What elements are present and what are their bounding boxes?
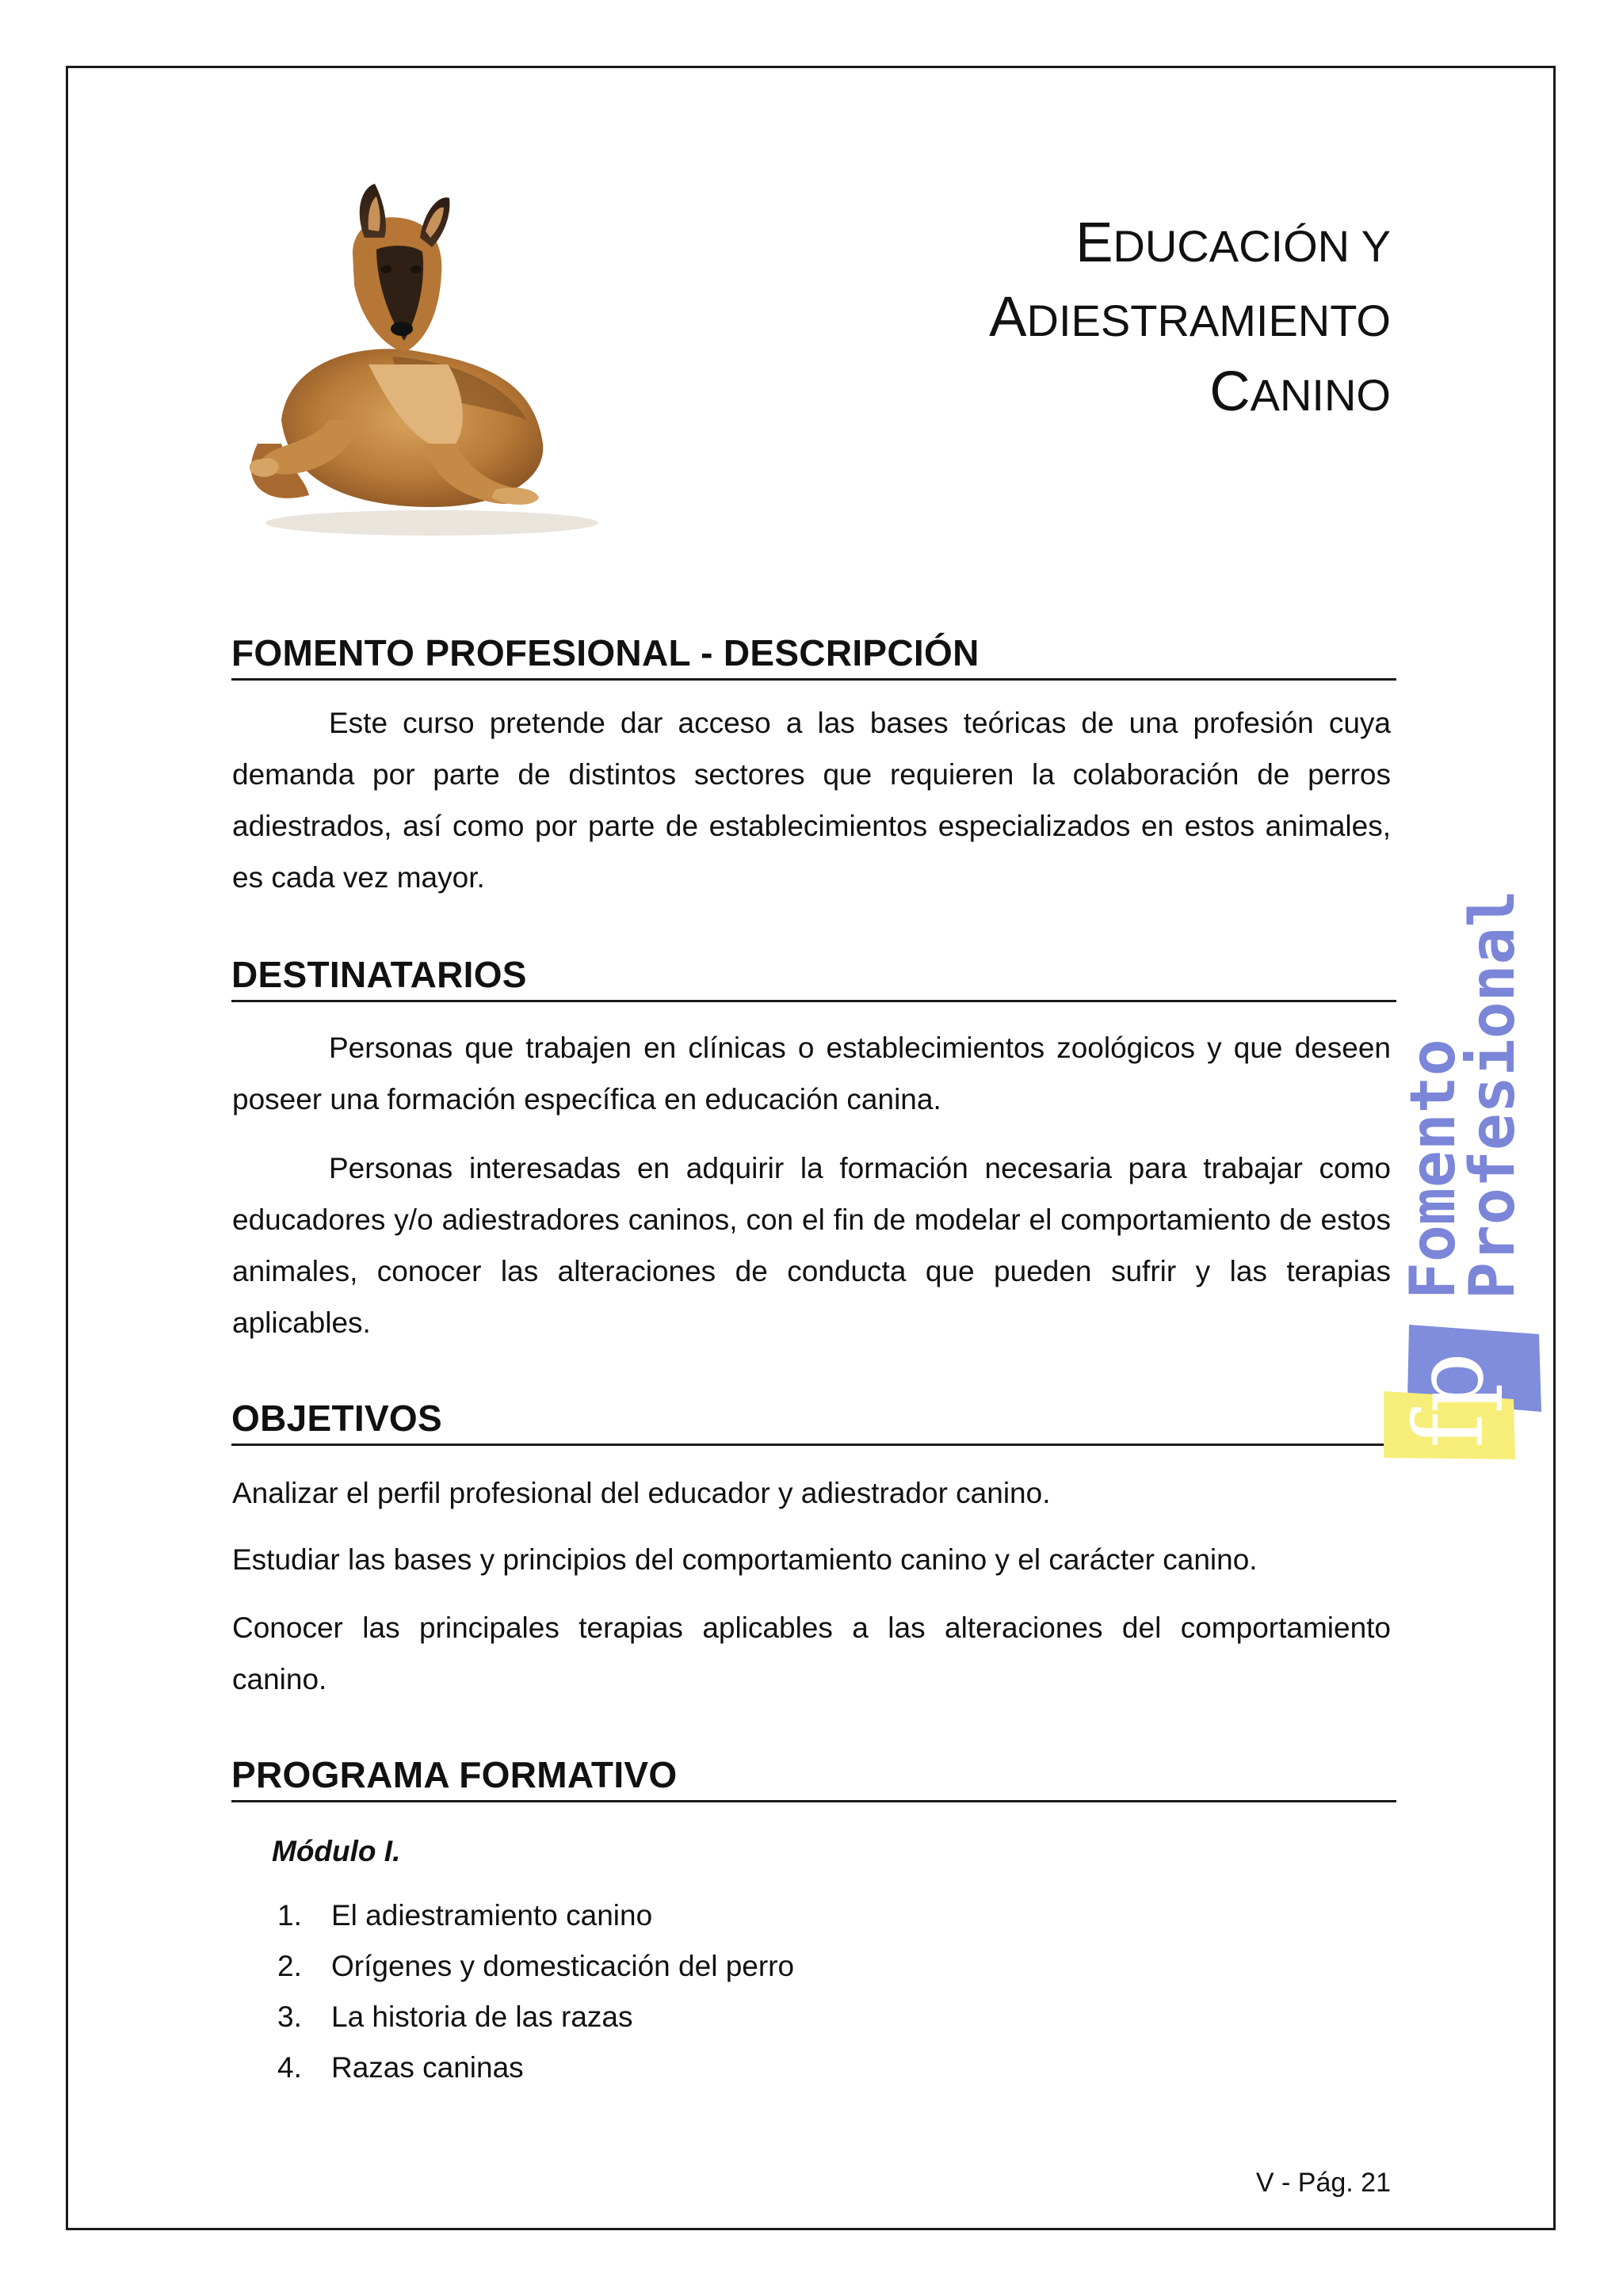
objective-2: Estudiar las bases y principios del comportamiento canino y el carácter canino. bbox=[232, 1543, 1258, 1576]
list-item: 1. El adiestramiento canino bbox=[277, 1899, 653, 1932]
heading-destinatarios: DESTINATARIOS bbox=[231, 954, 1396, 1002]
heading-objetivos: OBJETIVOS bbox=[231, 1398, 1396, 1446]
title-line-2: ADIESTRAMIENTO bbox=[989, 286, 1391, 349]
brand-text-fomento: Fomento bbox=[1398, 1039, 1469, 1299]
fomento-profesional-logo bbox=[1379, 856, 1549, 1466]
document-title bbox=[789, 208, 1391, 431]
heading-descripcion: FOMENTO PROFESIONAL - DESCRIPCIÓN bbox=[231, 632, 1396, 681]
program-list bbox=[277, 1890, 794, 2093]
paragraph-destinatarios-2: Personas interesadas en adquirir la formación necesaria para trabajar como educadores y/o adiestradores caninos, con el fin de modelar el comportamiento de estos animales, conocer las alteraciones de conducta que pueden sufrir y las terapias aplicables. bbox=[232, 1152, 1391, 1339]
paragraph-destinatarios-1: Personas que trabajen en clínicas o establecimientos zoológicos y que deseen poseer una formación específica en educación canina. bbox=[232, 1032, 1391, 1116]
page-number: V - Pág. 21 bbox=[1255, 2168, 1391, 2198]
list-item: 2. Orígenes y domesticación del perro bbox=[277, 1950, 795, 1982]
objective-1: Analizar el perfil profesional del educador y adiestrador canino. bbox=[232, 1477, 1051, 1509]
list-item: 4. Razas caninas bbox=[277, 2051, 524, 2084]
heading-programa: PROGRAMA FORMATIVO bbox=[231, 1754, 1396, 1802]
objective-3: Conocer las principales terapias aplicables a las alteraciones del comportamiento canino. bbox=[232, 1611, 1391, 1695]
list-item: 3. La historia de las razas bbox=[277, 2000, 633, 2033]
title-line-1: EDUCACIÓN Y bbox=[1075, 212, 1391, 274]
brand-fp-mark: fp bbox=[1395, 1352, 1505, 1448]
dog-image bbox=[234, 182, 638, 547]
brand-text-profesional: Profesional bbox=[1457, 890, 1529, 1299]
module-title: Módulo I. bbox=[272, 1835, 401, 1867]
title-line-3: CANINO bbox=[1209, 360, 1391, 423]
paragraph-descripcion: Este curso pretende dar acceso a las bases teóricas de una profesión cuya demanda por parte de distintos sectores que requieren la colaboración de perros adiestrados, así como por parte de establecimientos especializados en estos animales, es cada vez mayor. bbox=[232, 707, 1391, 894]
